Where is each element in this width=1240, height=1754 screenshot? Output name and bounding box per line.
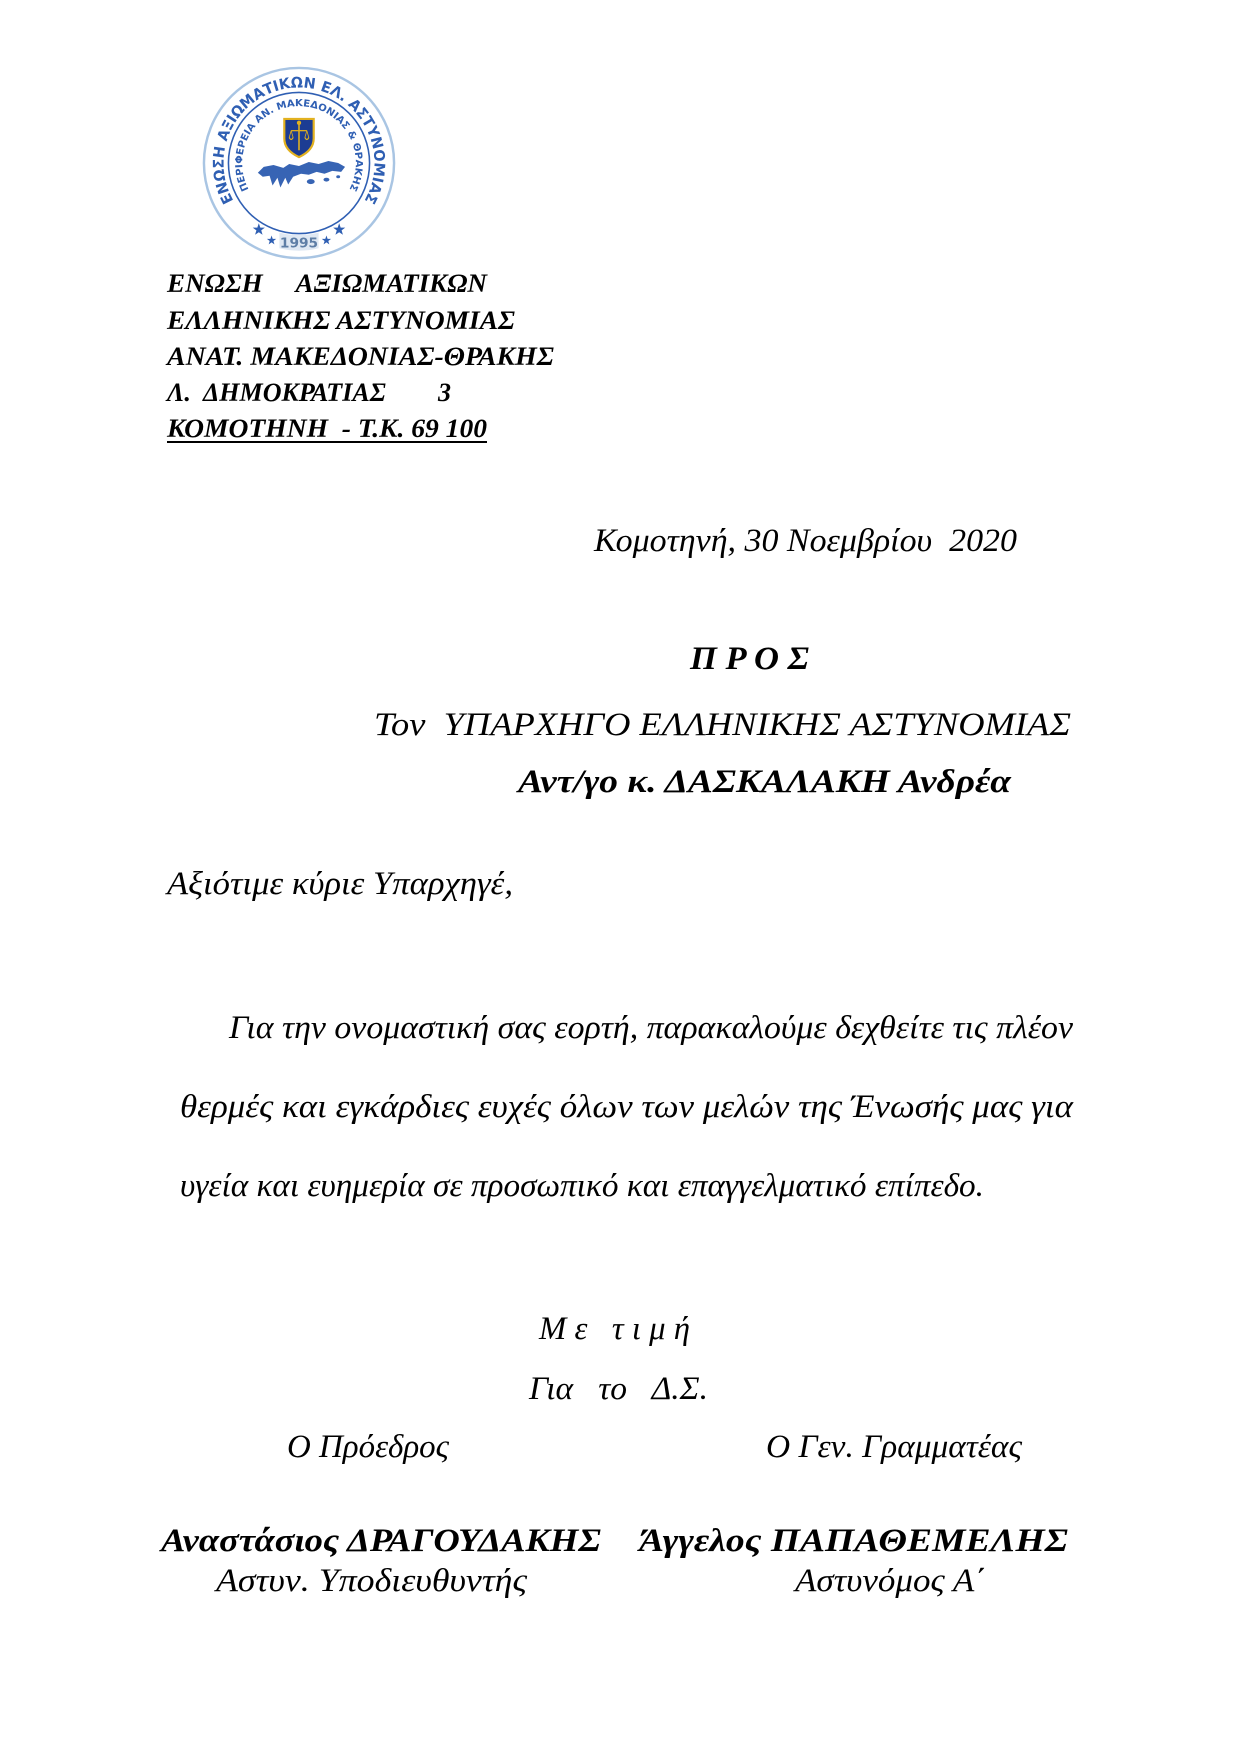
sender-line-union: ΕΝΩΣΗ ΑΞΙΩΜΑΤΙΚΩΝ [167,269,487,298]
body-line: θερμές και εγκάρδιες ευχές όλων των μελών της Ένωσής μας για [180,1089,1073,1125]
signatory-role: Ο Πρόεδρος [287,1429,449,1465]
signatory-role: Ο Γεν. Γραμματέας [766,1429,1022,1465]
body-line: υγεία και ευημερία σε προσωπικό και επαγγελματικό επίπεδο. [180,1168,984,1204]
signatory-name: Αναστάσιος ΔΡΑΓΟΥΔΑΚΗΣ [161,1523,601,1559]
body-line: Για την ονομαστική σας εορτή, παρακαλούμε δεχθείτε τις πλέον [229,1010,1073,1046]
sender-line-region: ΑΝΑΤ. ΜΑΚΕΔΟΝΙΑΣ-ΘΡΑΚΗΣ [167,342,554,371]
logo-year: 1995 [279,235,319,252]
date-line: Κομοτηνή, 30 Νοεμβρίου 2020 [594,523,1017,559]
sender-line-city-postcode: ΚΟΜΟΤΗΝΗ - Τ.Κ. 69 100 [167,414,487,443]
sender-line-police: ΕΛΛΗΝΙΚΗΣ ΑΣΤΥΝΟΜΙΑΣ [167,306,515,335]
recipient-heading: Π Ρ Ο Σ [690,641,809,677]
signatory-name: Άγγελος ΠΑΠΑΘΕΜΕΛΗΣ [639,1523,1068,1559]
union-logo [201,65,397,261]
recipient-name: Αντ/γο κ. ΔΑΣΚΑΛΑΚΗ Ανδρέα [518,764,1011,800]
logo-inner-text-path: ΠΕΡΙΦΕΡΕΙΑ ΑΝ. ΜΑΚΕΔΟΝΙΑΣ & ΘΡΑΚΗΣ [234,98,364,193]
signatory-rank: Αστυν. Υποδιευθυντής [216,1563,527,1599]
signatory-rank: Αστυνόμος Α΄ [795,1563,986,1599]
logo-outer-ring [204,68,394,258]
salutation: Αξιότιμε κύριε Υπαρχηγέ, [167,866,513,902]
sender-line-street: Λ. ΔΗΜΟΚΡΑΤΙΑΣ 3 [167,378,452,407]
closing-regards: Μ ε τ ι μ ή [539,1311,690,1347]
recipient-title: Τον ΥΠΑΡΧΗΓΟ ΕΛΛΗΝΙΚΗΣ ΑΣΤΥΝΟΜΙΑΣ [374,707,1071,743]
logo-outer-text-path: ΕΝΩΣΗ ΑΞΙΩΜΑΤΙΚΩΝ ΕΛ. ΑΣΤΥΝΟΜΙΑΣ [210,74,388,207]
police-shield-icon [284,119,313,157]
closing-on-behalf: Για το Δ.Σ. [529,1371,708,1407]
